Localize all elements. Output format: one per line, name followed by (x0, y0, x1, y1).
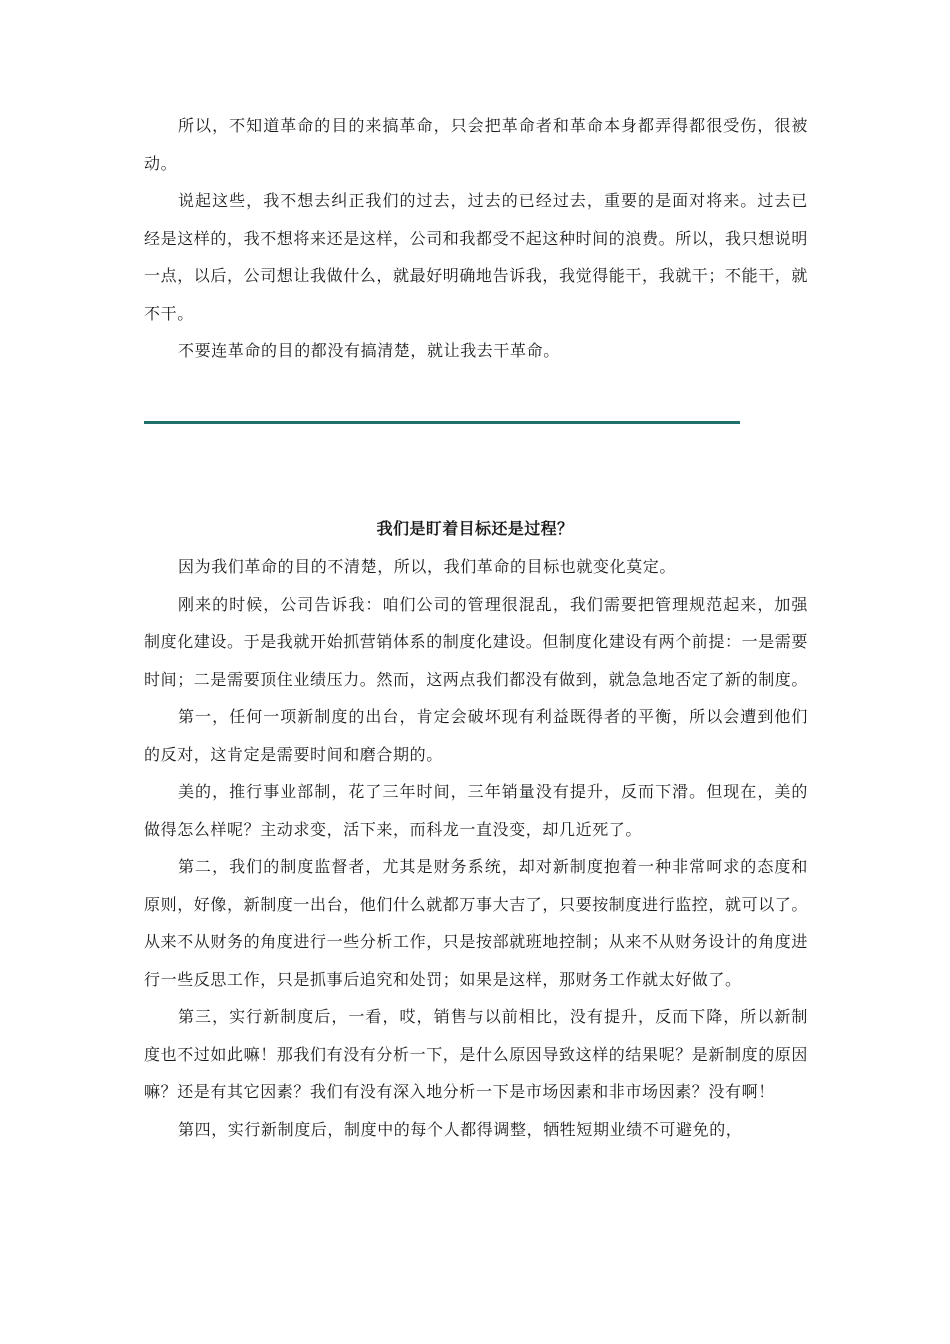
section-heading: 我们是盯着目标还是过程？ (376, 519, 574, 538)
paragraph: 不要连革命的目的都没有搞清楚，就让我去干革命。 (178, 341, 560, 360)
paragraph: 所以，不知道革命的目的来搞革命，只会把革命者和革命本身都弄得都很受伤，很被动。 (144, 116, 808, 173)
paragraph: 因为我们革命的目的不清楚，所以，我们革命的目标也就变化莫定。 (178, 557, 677, 576)
section-body (144, 548, 808, 1148)
paragraph: 说起这些，我不想去纠正我们的过去，过去的已经过去，重要的是面对将来。过去已经是这样的，我不想将来还是这样，公司和我都受不起这种时间的浪费。所以，我只想说明一点，以后，公司想让我做什么，就最好明确地告诉我，我觉得能干，我就干；不能干，就不干。 (144, 191, 809, 323)
paragraph: 美的，推行事业部制，花了三年时间，三年销量没有提升，反而下滑。但现在，美的做得怎么样呢？主动求变，活下来，而科龙一直没变，却几近死了。 (144, 782, 808, 839)
paragraph: 第一，任何一项新制度的出台，肯定会破坏现有利益既得者的平衡，所以会遭到他们的反对，这肯定是需要时间和磨合期的。 (144, 707, 808, 764)
top-text-block (144, 107, 808, 370)
section-divider (144, 421, 740, 424)
paragraph: 第三，实行新制度后，一看，哎，销售与以前相比，没有提升，反而下降，所以新制度也不过如此嘛！那我们有没有分析一下，是什么原因导致这样的结果呢？是新制度的原因嘛？还是有其它因素？我们有没有深入地分析一下是市场因素和非市场因素？没有啊！ (144, 1007, 809, 1101)
paragraph: 刚来的时候，公司告诉我：咱们公司的管理很混乱，我们需要把管理规范起来，加强制度化建设。于是我就开始抓营销体系的制度化建设。但制度化建设有两个前提：一是需要时间；二是需要顶住业绩压力。然而，这两点我们都没有做到，就急急地否定了新的制度。 (144, 594, 809, 689)
paragraph: 第二，我们的制度监督者，尤其是财务系统，却对新制度抱着一种非常呵求的态度和原则，好像，新制度一出台，他们什么就都万事大吉了，只要按制度进行监控，就可以了。从来不从财务的角度进行一些分析工作，只是按部就班地控制；从来不从财务设计的角度进行一些反思工作，只是抓事后追究和处罚；如果是这样，那财务工作就太好做了。 (144, 857, 809, 989)
paragraph: 第四，实行新制度后，制度中的每个人都得调整，牺牲短期业绩不可避免的， (178, 1119, 743, 1139)
